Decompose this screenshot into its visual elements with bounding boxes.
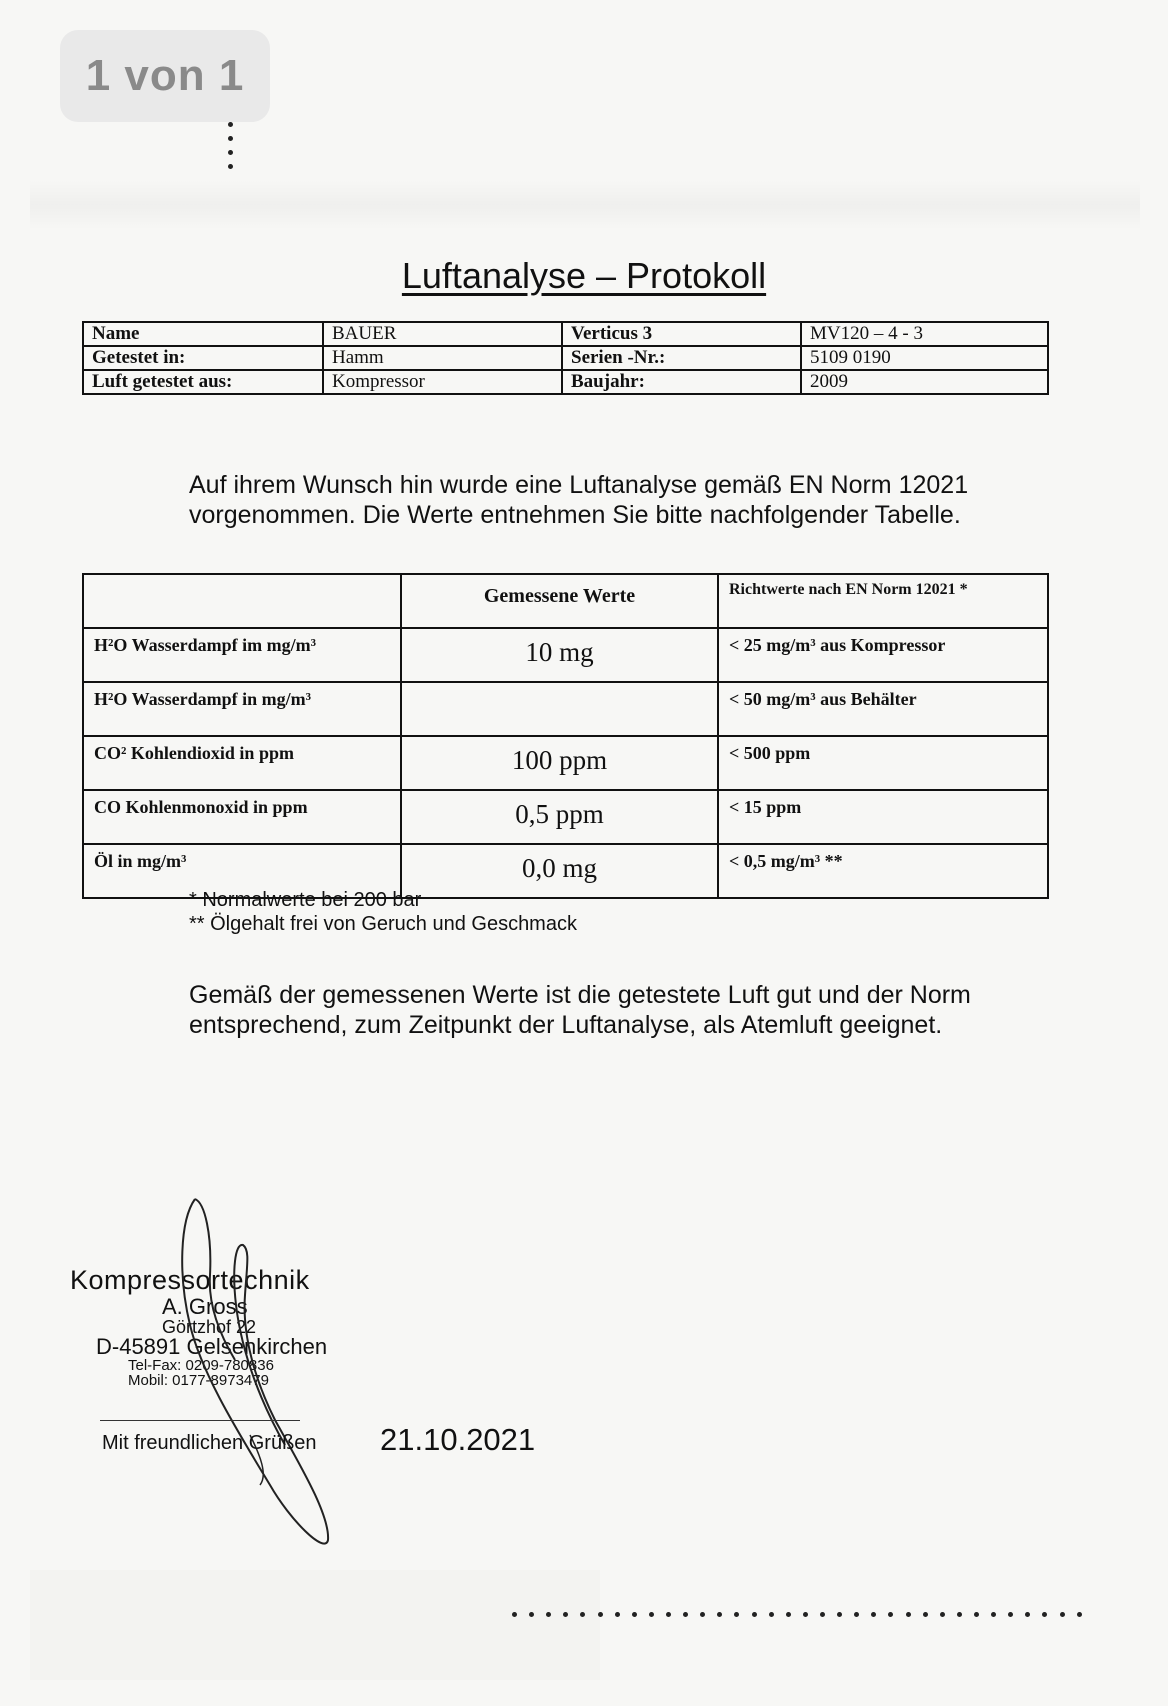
parameter-cell: H²O Wasserdampf in mg/m³	[83, 682, 401, 736]
footnote: * Normalwerte bei 200 bar	[189, 889, 422, 911]
page-indicator: 1 von 1	[60, 30, 270, 122]
measured-value	[401, 682, 718, 736]
measured-value: 0,0 mg	[401, 844, 718, 898]
scan-artifact	[30, 1570, 600, 1680]
table-row	[83, 370, 1048, 394]
table-row	[83, 628, 1048, 682]
header-cell-empty	[83, 574, 401, 628]
info-value: 5109 0190	[801, 346, 1048, 370]
parameter-cell: H²O Wasserdampf im mg/m³	[83, 628, 401, 682]
document-date: 21.10.2021	[380, 1422, 536, 1457]
stamp-tel-fax: Tel-Fax: 0209-780836	[128, 1357, 274, 1374]
table-row	[83, 790, 1048, 844]
measured-value: 100 ppm	[401, 736, 718, 790]
table-row	[83, 736, 1048, 790]
info-value: 2009	[801, 370, 1048, 394]
handwritten-signature	[150, 1195, 350, 1550]
footnote: ** Ölgehalt frei von Geruch und Geschmack	[189, 913, 577, 935]
info-label: Name	[83, 322, 323, 346]
parameter-cell: CO Kohlenmonoxid in ppm	[83, 790, 401, 844]
stamp-city: D-45891 Gelsenkirchen	[96, 1334, 328, 1359]
info-label: Verticus 3	[562, 322, 801, 346]
header-reference: Richtwerte nach EN Norm 12021 *	[718, 574, 1048, 628]
reference-value: < 500 ppm	[718, 736, 1048, 790]
reference-value: < 15 ppm	[718, 790, 1048, 844]
measured-value: 0,5 ppm	[401, 790, 718, 844]
intro-paragraph: Auf ihrem Wunsch hin wurde eine Luftanalyse gemäß EN Norm 12021 vorgenommen. Die Werte entnehmen Sie bitte nachfolgender Tabelle.	[189, 471, 969, 529]
reference-value: < 25 mg/m³ aus Kompressor	[718, 628, 1048, 682]
stamp-company: Kompressortechnik	[70, 1265, 310, 1295]
stamp-name: A. Gross	[162, 1294, 248, 1319]
reference-value: < 50 mg/m³ aus Behälter	[718, 682, 1048, 736]
info-value: MV120 – 4 - 3	[801, 322, 1048, 346]
info-value: Hamm	[323, 346, 562, 370]
info-label: Baujahr:	[562, 370, 801, 394]
table-row	[83, 346, 1048, 370]
table-header-row	[83, 574, 1048, 628]
info-value: BAUER	[323, 322, 562, 346]
header-measured: Gemessene Werte	[401, 574, 718, 628]
measurement-table	[82, 573, 1049, 899]
parameter-cell: CO² Kohlendioxid in ppm	[83, 736, 401, 790]
measured-value: 10 mg	[401, 628, 718, 682]
info-value: Kompressor	[323, 370, 562, 394]
more-options-icon[interactable]	[228, 122, 234, 178]
parameter-cell: Öl in mg/m³	[83, 844, 401, 898]
page-divider-dots	[512, 1612, 1082, 1617]
info-label: Luft getestet aus:	[83, 370, 323, 394]
document-title: Luftanalyse – Protokoll	[401, 255, 767, 296]
stamp-street: Görtzhof 22	[162, 1317, 257, 1337]
scan-artifact	[30, 180, 1140, 230]
conclusion-paragraph: Gemäß der gemessenen Werte ist die getestete Luft gut und der Norm entsprechend, zum Zeitpunkt der Luftanalyse, als Atemluft geeignet.	[189, 981, 971, 1039]
stamp-mobile: Mobil: 0177-8973479	[128, 1372, 269, 1389]
table-row	[83, 322, 1048, 346]
greeting: Mit freundlichen Grüßen	[102, 1432, 317, 1454]
signature-line	[100, 1420, 300, 1421]
footnotes	[189, 888, 577, 936]
info-label: Serien -Nr.:	[562, 346, 801, 370]
info-label: Getestet in:	[83, 346, 323, 370]
reference-value: < 0,5 mg/m³ **	[718, 844, 1048, 898]
info-table	[82, 321, 1049, 395]
table-row	[83, 682, 1048, 736]
